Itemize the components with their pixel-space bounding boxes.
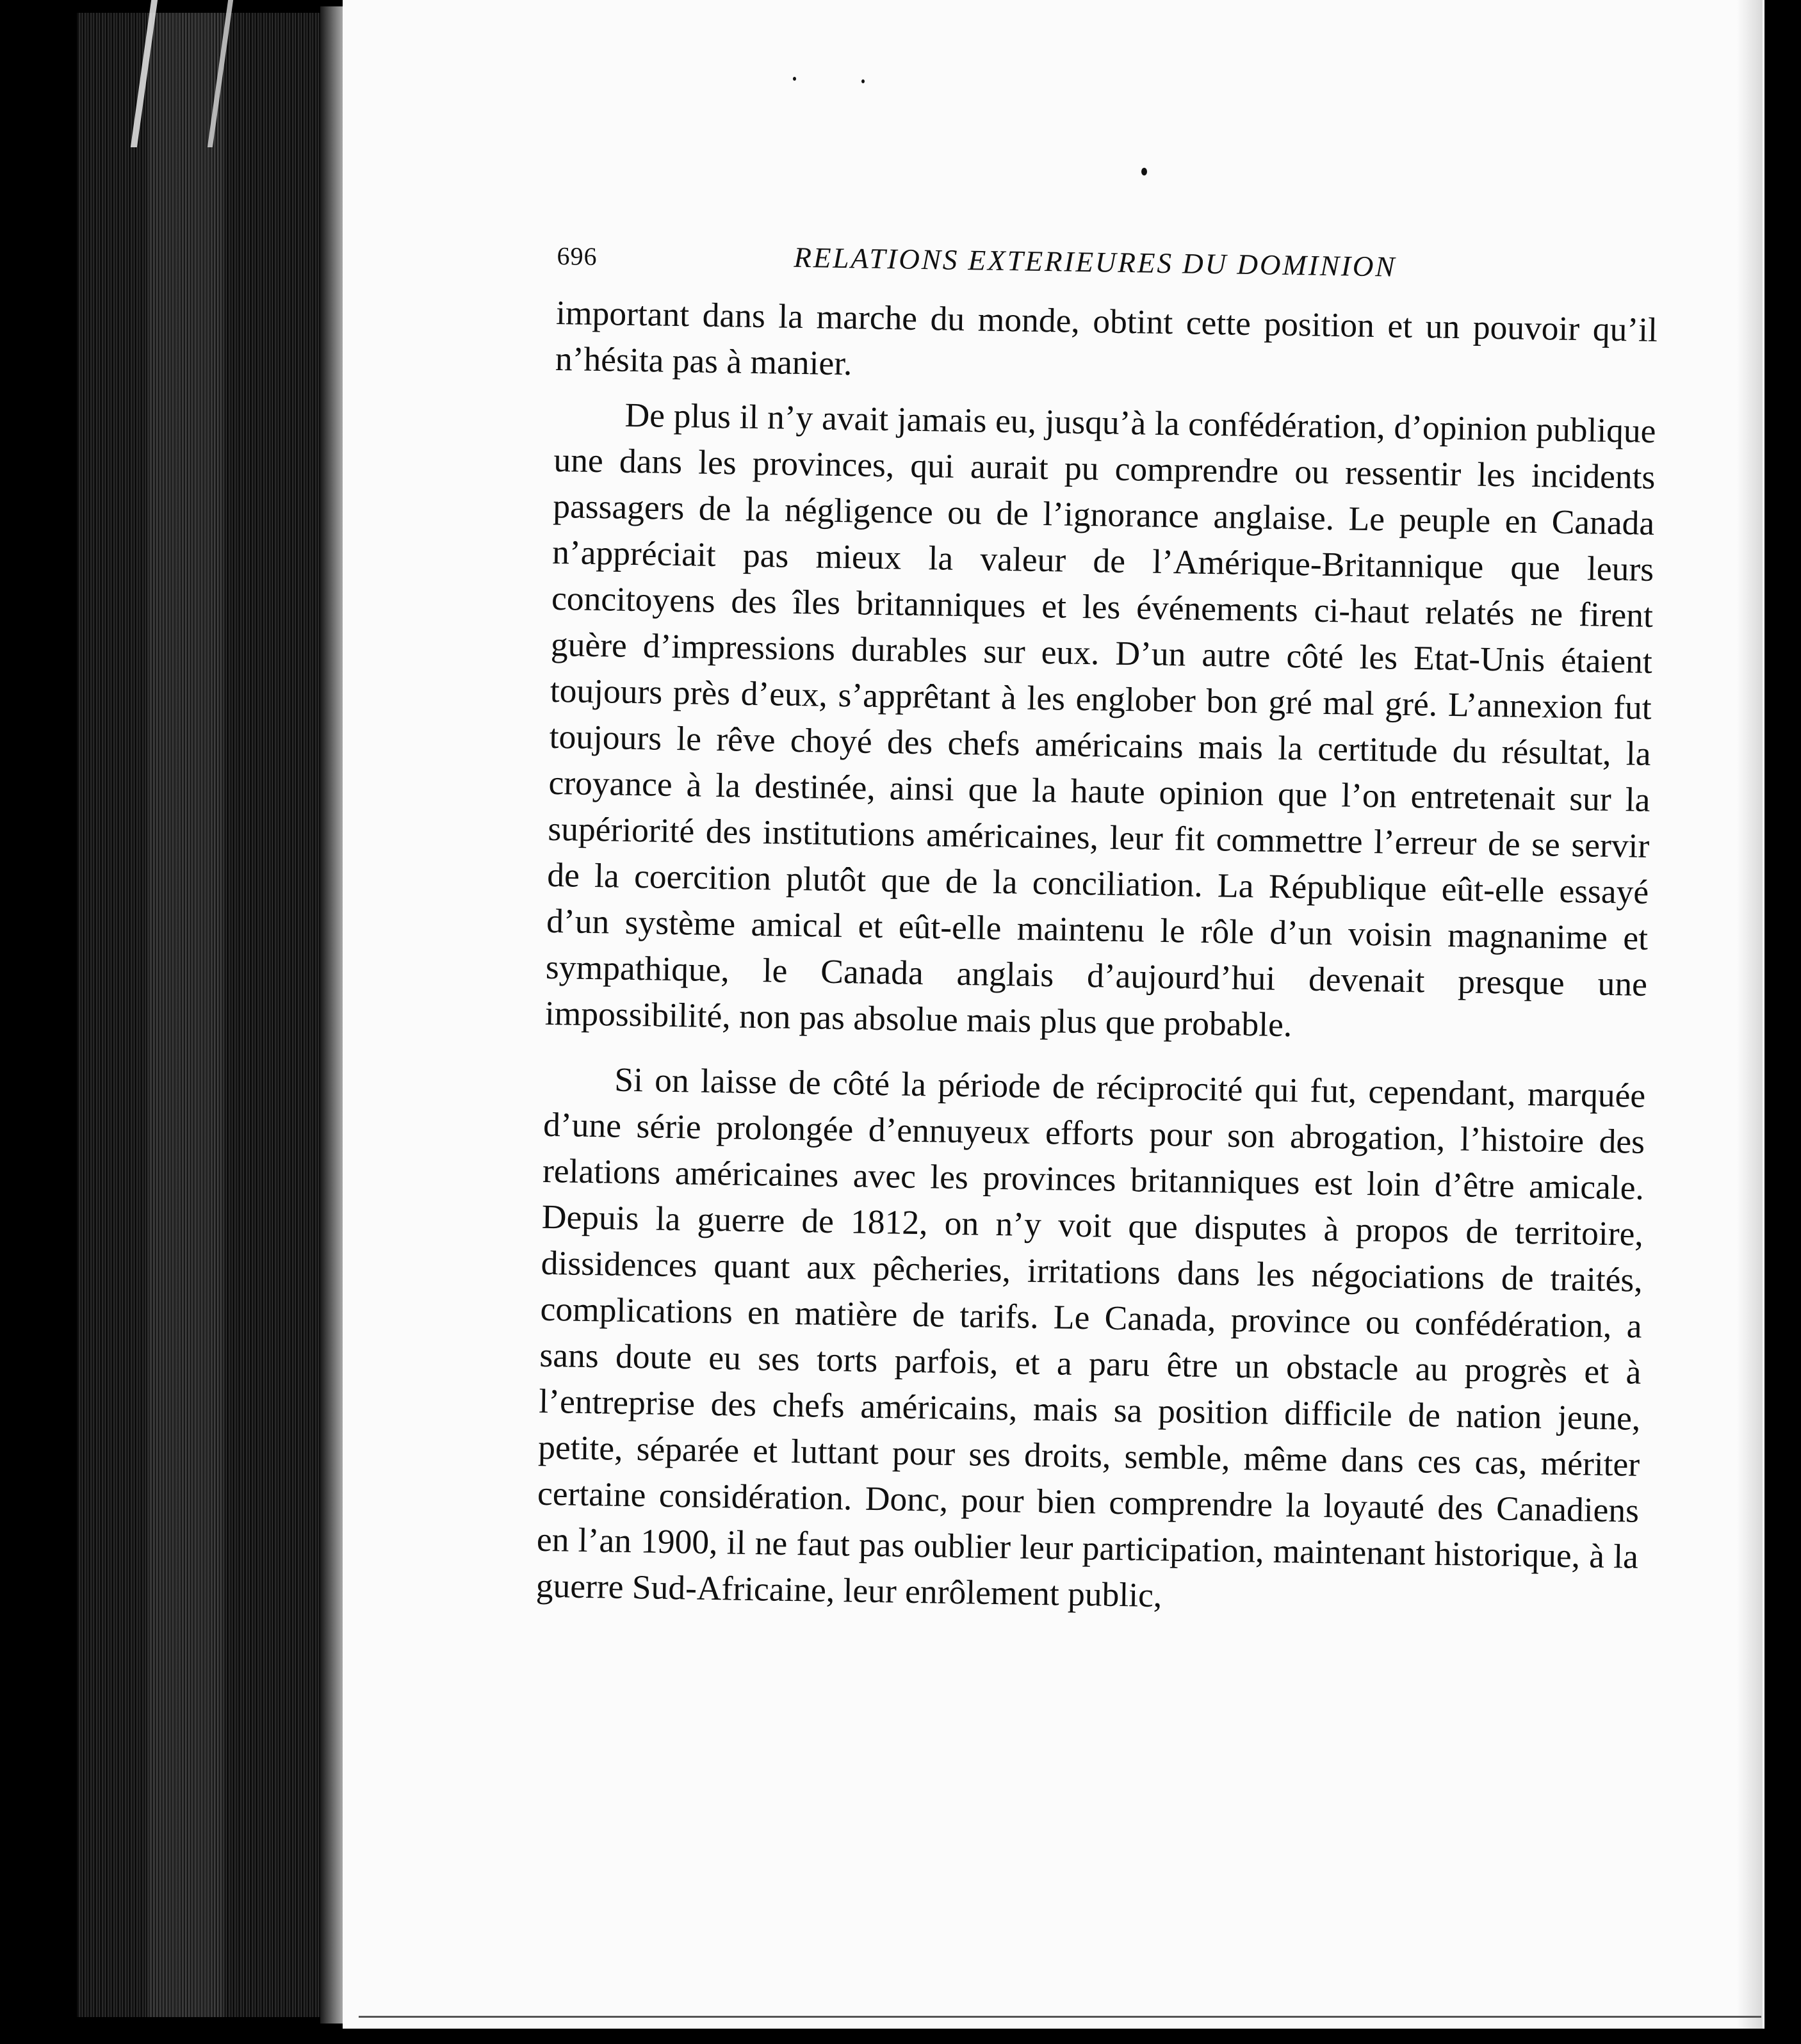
- ink-speck: [793, 77, 796, 81]
- paragraph: De plus il n’y avait jamais eu, jusqu’à la confédération, d’opinion publique une dans les provinces, qui aurait pu comprendre ou ressentir les incidents passagers de la négligence ou de l’ignorance anglaise. Le peuple en Canada n’appréciait pas mieux la valeur de l’Amérique-Britannique que leurs concitoyens des îles britanniques et les événements ci-haut relatés ne firent guère d’impressions durables sur eux. D’un autre côté les Etat-Unis étaient toujours près d’eux, s’apprêtant à les englober bon gré mal gré. L’annexion fut toujours le rêve choyé des chefs américains mais la certitude du résultat, la croyance à la destinée, ainsi que la haute opinion que l’on entretenait sur la supériorité des institutions américaines, leur fit commettre l’erreur de se servir de la coercition plutôt que de la conciliation. La République eût-elle essayé d’un système amical et eût-elle maintenu le rôle d’un voisin magnanime et sympathique, le Canada anglais d’aujourd’hui devenait presque une impossibilité, non pas absolue mais plus que probable.: [544, 395, 1656, 1044]
- paragraph: Si on laisse de côté la période de réciprocité qui fut, cependant, marquée d’une série prolongée d’ennuyeux efforts pour son abrogation, l’histoire des relations américaines avec les provinces britanniques est loin d’être amicale. Depuis la guerre de 1812, on n’y voit que disputes à propos de territoire, dissidences quant aux pêcheries, irritations dans les négociations de traités, complications en matière de tarifs. Le Canada, province ou confédération, a sans doute eu ses torts parfois, et a paru être un obstacle au progrès et à l’entreprise des chefs américains, mais sa position difficile de nation jeune, petite, séparée et luttant pour ses droits, semble, même dans ces cas, mériter certaine considération. Donc, pour bien comprendre la loyauté des Canadiens en l’an 1900, il ne faut pas oublier leur participation, maintenant historique, à la guerre Sud-Africaine, leur enrôlement public,: [535, 1060, 1646, 1615]
- page-right-shadow: [1737, 0, 1763, 2029]
- page-bottom-rule: [359, 2016, 1761, 2018]
- page-text-block: [535, 237, 1658, 1626]
- page-edges-highlight: [147, 13, 224, 2017]
- ink-speck: [1141, 168, 1147, 175]
- gutter-shadow: [320, 6, 346, 2024]
- right-scan-border: [1764, 0, 1801, 2044]
- paragraph-continuation: important dans la marche du monde, obtint cette position et un pouvoir qu’il n’hésita pas à manier.: [555, 293, 1658, 383]
- ink-speck: [861, 79, 865, 83]
- running-title: RELATIONS EXTERIEURES DU DOMINION: [794, 241, 1397, 283]
- page-number: 696: [557, 241, 598, 271]
- body-text: [535, 289, 1658, 1626]
